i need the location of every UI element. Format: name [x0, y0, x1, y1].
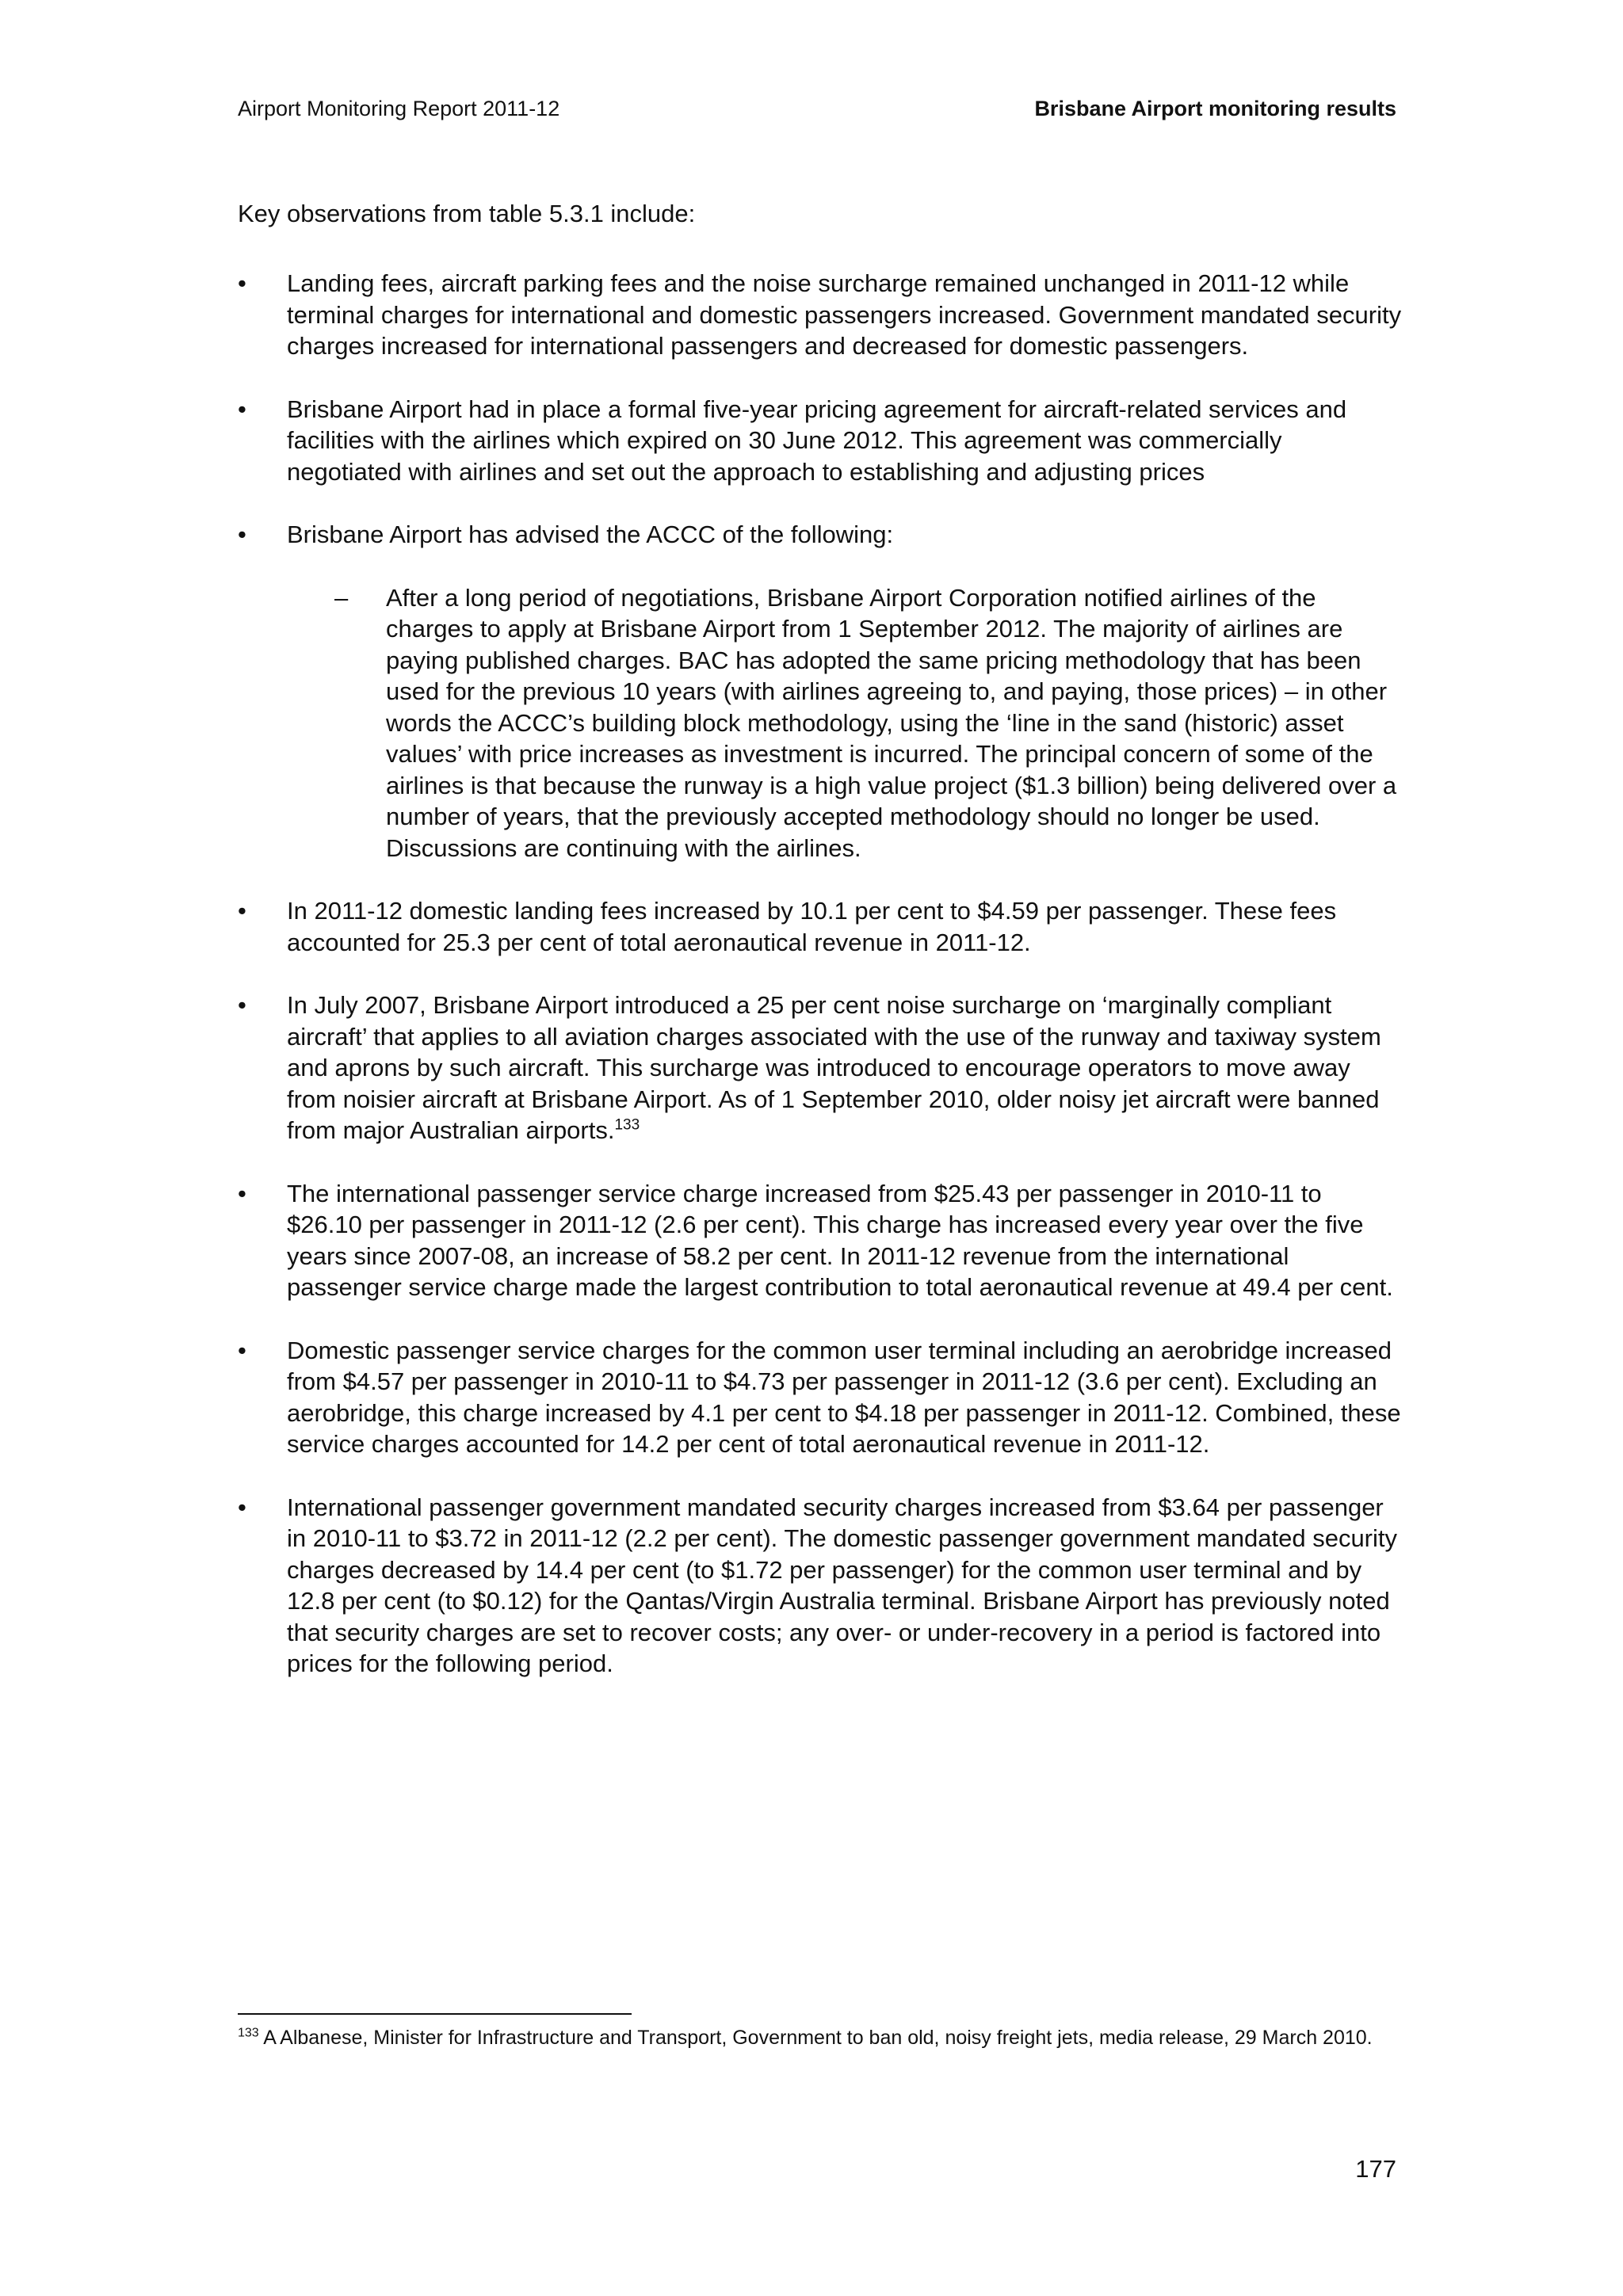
footnote-reference[interactable]: 133 [614, 1116, 640, 1134]
section-title: Brisbane Airport monitoring results [1034, 97, 1396, 120]
list-item-text: Landing fees, aircraft parking fees and the noise surcharge remained unchanged in 2011-12 while terminal charges for international and domestic passengers increased. Government mandated security charges increased for international passengers and decreased for domestic passengers. [287, 269, 1402, 360]
bullet-icon: • [238, 991, 246, 1019]
list-item-text: In July 2007, Brisbane Airport introduced a 25 per cent noise surcharge on ‘marginally compliant aircraft’ that applies to all aviation charges associated with the use of the runway and taxiway system and aprons by such aircraft. This surcharge was introduced to encourage operators to move away from noisier aircraft at Brisbane Airport. As of 1 September 2010, older noisy jet aircraft were banned from major Australian airports. [287, 991, 1381, 1144]
bullet-icon: • [238, 1179, 246, 1207]
footnote [238, 2025, 1396, 2051]
page-number: 177 [1355, 2155, 1396, 2183]
list-item [238, 1178, 1403, 1303]
list-item-text: The international passenger service charge increased from $25.43 per passenger in 2010-11 to $26.10 per passenger in 2011-12 (2.6 per cent). This charge has increased every year over the five years since 2007-08, an increase of 58.2 per cent. In 2011-12 revenue from the international passenger service charge made the largest contribution to total aeronautical revenue at 49.4 per cent. [287, 1179, 1393, 1301]
bullet-icon: • [238, 1336, 246, 1364]
footnote-number: 133 [238, 2026, 259, 2040]
bullet-icon: • [238, 269, 246, 297]
list-item [238, 990, 1403, 1146]
list-item [238, 895, 1403, 958]
bullet-icon: • [238, 395, 246, 423]
bullet-icon: • [238, 897, 246, 925]
intro-text: Key observations from table 5.3.1 include: [238, 200, 696, 227]
report-title: Airport Monitoring Report 2011-12 [238, 97, 560, 120]
dash-icon: – [334, 583, 349, 612]
list-item [238, 394, 1403, 488]
footnote-text: A Albanese, Minister for Infrastructure and Transport, Government to ban old, noisy freight jets, media release, 29 March 2010. [263, 2027, 1373, 2049]
list-item-text: Domestic passenger service charges for the common user terminal including an aerobridge increased from $4.57 per passenger in 2010-11 to $4.73 per passenger in 2011-12 (3.6 per cent). Excluding an aerobridge, this charge increased by 4.1 per cent to $4.18 per passenger in 2011-12. Combined, these service charges accounted for 14.2 per cent of total aeronautical revenue in 2011-12. [287, 1336, 1401, 1458]
list-item [238, 268, 1403, 362]
list-item-text: In 2011-12 domestic landing fees increased by 10.1 per cent to $4.59 per passenger. These fees accounted for 25.3 per cent of total aeronautical revenue in 2011-12. [287, 897, 1337, 956]
bullet-icon: • [238, 1493, 246, 1521]
page-header [238, 97, 1396, 128]
sub-list-item-text: After a long period of negotiations, Brisbane Airport Corporation notified airlines of the charges to apply at Brisbane Airport from 1 September 2012. The majority of airlines are paying published charges. BAC has adopted the same pricing methodology that has been used for the previous 10 years (with airlines agreeing to, and paying, those prices) – in other words the ACCC’s building block methodology, using the ‘line in the sand (historic) asset values’ with price increases as investment is incurred. The principal concern of some of the airlines is that because the runway is a high value project ($1.3 billion) being delivered over a number of years, that the previously accepted methodology should no longer be used. Discussions are continuing with the airlines. [386, 583, 1397, 862]
bullet-icon: • [238, 521, 246, 548]
observations-list [238, 268, 1403, 1711]
list-item-text: Brisbane Airport has advised the ACCC of the following: [287, 521, 894, 548]
list-item [238, 1335, 1403, 1460]
sub-list-item [287, 582, 1403, 864]
footnote-divider [238, 2013, 632, 2015]
list-item [238, 519, 1403, 551]
list-item-text: Brisbane Airport had in place a formal five-year pricing agreement for aircraft-related services and facilities with the airlines which expired on 30 June 2012. This agreement was commercially negotiated with airlines and set out the approach to establishing and adjusting prices [287, 395, 1347, 486]
list-item-text: International passenger government mandated security charges increased from $3.64 per passenger in 2010-11 to $3.72 in 2011-12 (2.2 per cent). The domestic passenger government mandated security charges decreased by 14.4 per cent (to $1.72 per passenger) for the common user terminal and by 12.8 per cent (to $0.12) for the Qantas/Virgin Australia terminal. Brisbane Airport has previously noted that security charges are set to recover costs; any over- or under-recovery in a period is factored into prices for the following period. [287, 1493, 1398, 1677]
list-item [238, 1492, 1403, 1680]
